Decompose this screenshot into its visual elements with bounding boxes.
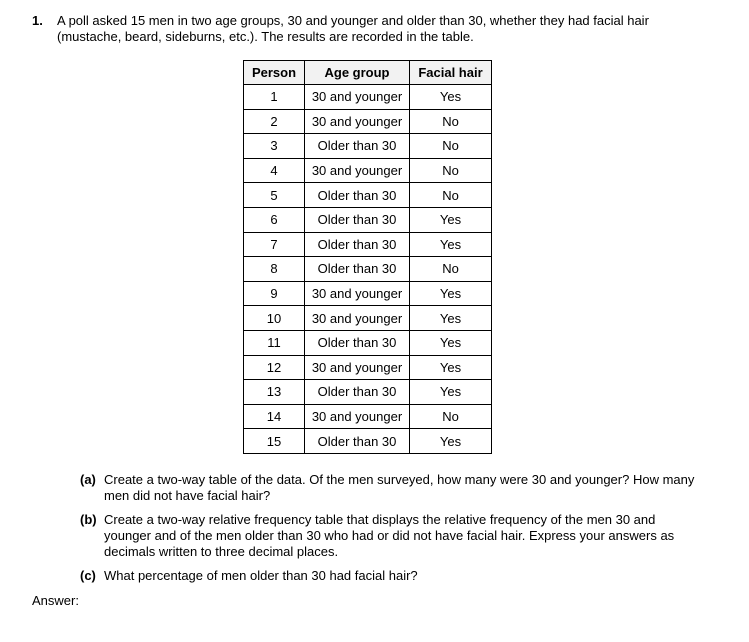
cell-facial-hair: Yes bbox=[410, 207, 492, 232]
part-c-text: What percentage of men older than 30 had facial hair? bbox=[104, 568, 418, 583]
cell-age-group: Older than 30 bbox=[305, 232, 410, 257]
cell-age-group: 30 and younger bbox=[305, 85, 410, 110]
cell-facial-hair: No bbox=[410, 158, 492, 183]
table-row bbox=[244, 330, 492, 355]
cell-person: 6 bbox=[244, 207, 305, 232]
cell-facial-hair: No bbox=[410, 134, 492, 159]
cell-facial-hair: Yes bbox=[410, 355, 492, 380]
cell-age-group: Older than 30 bbox=[305, 134, 410, 159]
cell-age-group: Older than 30 bbox=[305, 183, 410, 208]
cell-person: 1 bbox=[244, 85, 305, 110]
cell-facial-hair: No bbox=[410, 183, 492, 208]
cell-person: 7 bbox=[244, 232, 305, 257]
table-body bbox=[244, 85, 492, 454]
table-row bbox=[244, 85, 492, 110]
table-row bbox=[244, 134, 492, 159]
cell-facial-hair: Yes bbox=[410, 85, 492, 110]
part-b-text: Create a two-way relative frequency table that displays the relative frequency of the men 30 and younger and of the men older than 30 who had or did not have facial hair. Express your answers as decimals written to three decimal places. bbox=[104, 512, 675, 559]
table-row bbox=[244, 306, 492, 331]
cell-person: 9 bbox=[244, 281, 305, 306]
part-b-label: (b) bbox=[80, 512, 97, 527]
table-row bbox=[244, 232, 492, 257]
part-a bbox=[80, 472, 700, 504]
part-c bbox=[80, 568, 700, 584]
table-row bbox=[244, 257, 492, 282]
cell-facial-hair: Yes bbox=[410, 281, 492, 306]
cell-age-group: 30 and younger bbox=[305, 404, 410, 429]
answer-label: Answer: bbox=[32, 593, 79, 608]
part-c-label: (c) bbox=[80, 568, 96, 583]
question-number: 1. bbox=[32, 13, 43, 28]
cell-facial-hair: Yes bbox=[410, 330, 492, 355]
table-row bbox=[244, 183, 492, 208]
table-row bbox=[244, 207, 492, 232]
cell-age-group: Older than 30 bbox=[305, 380, 410, 405]
table-row bbox=[244, 281, 492, 306]
cell-person: 11 bbox=[244, 330, 305, 355]
cell-facial-hair: No bbox=[410, 404, 492, 429]
table-header-row bbox=[244, 61, 492, 85]
cell-facial-hair: No bbox=[410, 257, 492, 282]
cell-age-group: Older than 30 bbox=[305, 330, 410, 355]
cell-person: 3 bbox=[244, 134, 305, 159]
cell-facial-hair: Yes bbox=[410, 380, 492, 405]
part-a-label: (a) bbox=[80, 472, 96, 487]
cell-person: 14 bbox=[244, 404, 305, 429]
cell-person: 4 bbox=[244, 158, 305, 183]
table-row bbox=[244, 380, 492, 405]
table-row bbox=[244, 429, 492, 454]
part-a-text: Create a two-way table of the data. Of the men surveyed, how many were 30 and younger? How many men did not have facial hair? bbox=[104, 472, 695, 503]
table-row bbox=[244, 109, 492, 134]
data-table bbox=[243, 60, 492, 454]
cell-age-group: Older than 30 bbox=[305, 257, 410, 282]
table-row bbox=[244, 355, 492, 380]
cell-facial-hair: Yes bbox=[410, 306, 492, 331]
question-parts bbox=[80, 472, 700, 592]
cell-facial-hair: Yes bbox=[410, 429, 492, 454]
cell-age-group: 30 and younger bbox=[305, 306, 410, 331]
table-row bbox=[244, 158, 492, 183]
cell-person: 13 bbox=[244, 380, 305, 405]
cell-person: 8 bbox=[244, 257, 305, 282]
table-row bbox=[244, 404, 492, 429]
column-header-person: Person bbox=[244, 61, 305, 85]
cell-person: 5 bbox=[244, 183, 305, 208]
part-b bbox=[80, 512, 700, 560]
cell-age-group: 30 and younger bbox=[305, 158, 410, 183]
column-header-age-group: Age group bbox=[305, 61, 410, 85]
cell-person: 2 bbox=[244, 109, 305, 134]
column-header-facial-hair: Facial hair bbox=[410, 61, 492, 85]
question-text: A poll asked 15 men in two age groups, 30 and younger and older than 30, whether they had facial hair (mustache, beard, sideburns, etc.). The results are recorded in the table. bbox=[57, 13, 649, 44]
cell-age-group: 30 and younger bbox=[305, 355, 410, 380]
cell-person: 10 bbox=[244, 306, 305, 331]
cell-person: 15 bbox=[244, 429, 305, 454]
cell-age-group: 30 and younger bbox=[305, 281, 410, 306]
cell-facial-hair: No bbox=[410, 109, 492, 134]
cell-age-group: 30 and younger bbox=[305, 109, 410, 134]
cell-age-group: Older than 30 bbox=[305, 207, 410, 232]
cell-person: 12 bbox=[244, 355, 305, 380]
cell-age-group: Older than 30 bbox=[305, 429, 410, 454]
cell-facial-hair: Yes bbox=[410, 232, 492, 257]
